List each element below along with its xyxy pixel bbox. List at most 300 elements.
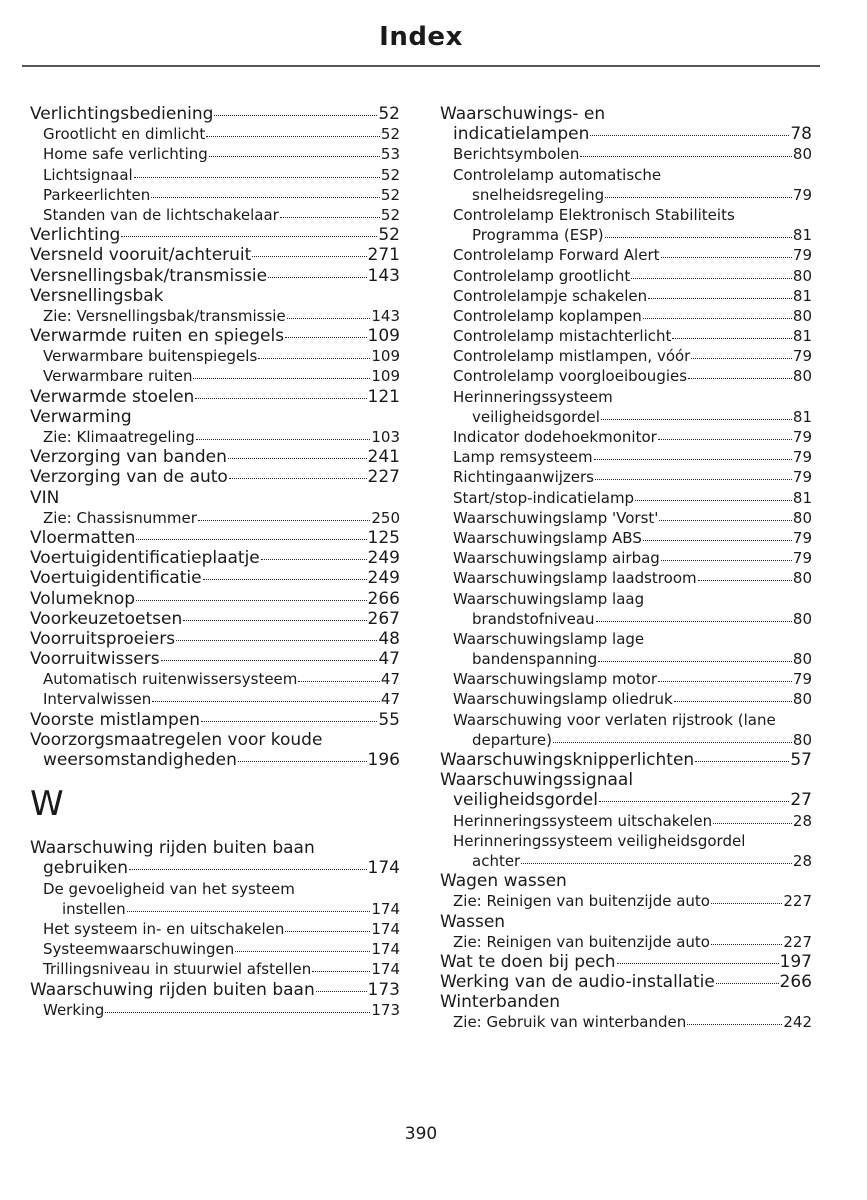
index-entry bbox=[440, 508, 812, 528]
dot-leader bbox=[228, 458, 367, 459]
index-entry bbox=[30, 609, 400, 629]
index-entry bbox=[440, 609, 812, 629]
dot-leader bbox=[105, 1012, 370, 1013]
index-entry-term: Versnellingsbak/transmissie bbox=[30, 265, 268, 286]
index-entry-term: Verwarmbare ruiten bbox=[43, 367, 193, 386]
index-entry bbox=[30, 366, 400, 386]
index-entry-term: Waarschuwingslamp 'Vorst' bbox=[453, 508, 659, 527]
index-entry-term: Controlelamp mistachterlicht bbox=[453, 327, 672, 346]
index-entry-term: Zie: Reinigen van buitenzijde auto bbox=[453, 932, 710, 951]
index-entry bbox=[440, 286, 812, 306]
index-entry-page: 109 bbox=[367, 326, 400, 347]
index-entry-page: 81 bbox=[792, 286, 812, 305]
index-entry bbox=[30, 879, 400, 899]
index-entry bbox=[440, 346, 812, 366]
index-entry-page: 47 bbox=[380, 690, 400, 709]
index-entry-term: Voertuigidentificatie bbox=[30, 568, 202, 589]
index-entry-term: Controlelamp mistlampen, vóór bbox=[453, 347, 691, 366]
index-entry-term: Controlelamp grootlicht bbox=[453, 266, 631, 285]
index-entry-term: Waarschuwingslamp ABS bbox=[453, 528, 642, 547]
index-entry-term: Verwarmbare buitenspiegels bbox=[43, 347, 258, 366]
index-entry-page: 80 bbox=[792, 609, 812, 628]
index-entry bbox=[440, 427, 812, 447]
index-entry-term: Indicator dodehoekmonitor bbox=[453, 428, 657, 446]
dot-leader bbox=[152, 701, 380, 702]
index-entry-term: brandstofniveau bbox=[472, 609, 595, 628]
index-entry-term: Voorste mistlampen bbox=[30, 709, 201, 730]
index-entry-term: indicatielampen bbox=[453, 124, 590, 145]
index-entry-term: Waarschuwingslamp lage bbox=[453, 629, 645, 648]
index-entry-term: Waarschuwingsknipperlichten bbox=[440, 750, 695, 770]
index-entry bbox=[440, 992, 812, 1012]
dot-leader bbox=[193, 378, 370, 379]
index-entry-page: 52 bbox=[380, 205, 400, 224]
index-entry bbox=[440, 144, 812, 164]
index-entry-page: 79 bbox=[792, 528, 812, 547]
index-entry-term: Controlelamp voorgloeibougies bbox=[453, 367, 688, 386]
index-entry-page: 81 bbox=[792, 488, 812, 507]
index-entry-term: Versnellingsbak bbox=[30, 285, 164, 306]
index-entry-page: 81 bbox=[792, 407, 812, 426]
index-entry bbox=[30, 689, 400, 709]
index-entry-page: 249 bbox=[367, 568, 400, 589]
dot-leader bbox=[203, 579, 367, 580]
index-entry bbox=[30, 326, 400, 346]
dot-leader bbox=[631, 278, 792, 279]
index-entry bbox=[30, 589, 400, 609]
index-entry bbox=[440, 528, 812, 548]
index-entry bbox=[30, 750, 400, 770]
index-entry-page: 52 bbox=[378, 225, 400, 246]
index-entry bbox=[440, 568, 812, 588]
index-entry-term: Trillingsniveau in stuurwiel afstellen bbox=[43, 960, 312, 979]
index-entry bbox=[440, 589, 812, 609]
index-entry bbox=[440, 891, 812, 911]
index-entry-page: 80 bbox=[792, 145, 812, 164]
index-entry-page: 197 bbox=[779, 951, 812, 972]
dot-leader bbox=[312, 971, 370, 972]
dot-leader bbox=[713, 823, 792, 824]
index-entry-term: Verwarmde stoelen bbox=[30, 386, 195, 407]
dot-leader bbox=[161, 660, 378, 661]
index-entry-page: 174 bbox=[371, 919, 400, 938]
index-entry bbox=[440, 185, 812, 205]
index-entry-page: 52 bbox=[380, 165, 400, 184]
index-entry bbox=[440, 387, 812, 407]
index-entry-page: 271 bbox=[367, 245, 400, 266]
dot-leader bbox=[316, 991, 367, 992]
index-entry-page: 227 bbox=[783, 932, 812, 951]
index-entry-page: 266 bbox=[367, 588, 400, 609]
index-entry-term: Controlelamp Forward Alert bbox=[453, 246, 660, 265]
dot-leader bbox=[580, 156, 792, 157]
index-entry bbox=[30, 649, 400, 669]
index-entry bbox=[440, 649, 812, 669]
index-entry bbox=[30, 185, 400, 205]
dot-leader bbox=[672, 338, 792, 339]
index-entry-term: Wassen bbox=[440, 911, 506, 932]
index-entry-page: 174 bbox=[371, 899, 400, 918]
index-entry-term: Waarschuwings- en bbox=[440, 104, 606, 124]
index-entry-page: 53 bbox=[380, 145, 400, 164]
index-entry-page: 80 bbox=[792, 690, 812, 709]
dot-leader bbox=[596, 621, 792, 622]
index-entry-page: 143 bbox=[371, 306, 400, 325]
index-entry-term: Lamp remsysteem bbox=[453, 448, 593, 467]
dot-leader bbox=[176, 640, 377, 641]
index-entry bbox=[440, 912, 812, 932]
index-entry-page: 57 bbox=[790, 750, 812, 770]
index-entry-term: Waarschuwingssignaal bbox=[440, 770, 634, 791]
index-entry-term: Waarschuwingslamp motor bbox=[453, 670, 658, 689]
index-entry-term: Grootlicht en dimlicht bbox=[43, 125, 206, 144]
index-entry-term: VIN bbox=[30, 487, 60, 508]
index-entry-term: gebruiken bbox=[43, 858, 128, 879]
index-entry bbox=[30, 1000, 400, 1020]
index-entry-term: Waarschuwing rijden buiten baan bbox=[30, 838, 315, 859]
index-entry-term: Waarschuwingslamp oliedruk bbox=[453, 690, 673, 709]
index-entry bbox=[440, 104, 812, 124]
dot-leader bbox=[235, 951, 370, 952]
index-entry-page: 266 bbox=[779, 972, 812, 993]
dot-leader bbox=[183, 620, 366, 621]
index-entry bbox=[30, 245, 400, 265]
dot-leader bbox=[129, 869, 367, 870]
dot-leader bbox=[206, 136, 380, 137]
index-entry bbox=[440, 831, 812, 851]
index-entry-term: Zie: Chassisnummer bbox=[43, 508, 197, 527]
page-header-title: Index bbox=[379, 22, 463, 52]
dot-leader bbox=[695, 761, 789, 762]
index-entry-page: 227 bbox=[367, 467, 400, 488]
dot-leader bbox=[605, 237, 792, 238]
dot-leader bbox=[121, 236, 377, 237]
dot-leader bbox=[127, 911, 371, 912]
dot-leader bbox=[643, 540, 792, 541]
index-entry bbox=[30, 165, 400, 185]
index-entry bbox=[440, 366, 812, 386]
index-entry-term: Verzorging van banden bbox=[30, 447, 227, 468]
index-entry-page: 79 bbox=[792, 347, 812, 366]
index-entry-term: Volumeknop bbox=[30, 588, 136, 609]
index-entry-term: Controlelampje schakelen bbox=[453, 286, 648, 305]
index-entry bbox=[30, 568, 400, 588]
index-entry bbox=[440, 932, 812, 952]
index-entry-term: Richtingaanwijzers bbox=[453, 468, 594, 487]
dot-leader bbox=[151, 197, 380, 198]
index-entry-page: 81 bbox=[792, 327, 812, 346]
index-entry bbox=[440, 266, 812, 286]
dot-leader bbox=[687, 1024, 782, 1025]
index-entry-page: 80 bbox=[792, 569, 812, 588]
page-number: 390 bbox=[404, 1124, 438, 1144]
index-column-right bbox=[440, 104, 812, 1033]
index-entry bbox=[440, 871, 812, 891]
dot-leader bbox=[198, 520, 370, 521]
index-entry-term: Standen van de lichtschakelaar bbox=[43, 205, 279, 224]
index-entry bbox=[440, 851, 812, 871]
index-entry bbox=[30, 980, 400, 1000]
index-entry-page: 241 bbox=[367, 447, 400, 468]
dot-leader bbox=[605, 197, 792, 198]
index-entry-page: 79 bbox=[792, 448, 812, 467]
index-entry bbox=[440, 1012, 812, 1032]
dot-leader bbox=[252, 256, 366, 257]
index-entry-term: Voertuigidentificatieplaatje bbox=[30, 548, 260, 569]
index-entry bbox=[30, 629, 400, 649]
index-entry bbox=[440, 326, 812, 346]
index-entry bbox=[440, 548, 812, 568]
index-entry bbox=[440, 629, 812, 649]
index-entry-page: 143 bbox=[367, 265, 400, 286]
index-entry bbox=[440, 730, 812, 750]
index-entry-term: Lichtsignaal bbox=[43, 165, 133, 184]
index-entry-page: 52 bbox=[380, 185, 400, 204]
index-entry-term: Zie: Gebruik van winterbanden bbox=[453, 1013, 687, 1032]
index-entry bbox=[30, 346, 400, 366]
index-entry bbox=[440, 205, 812, 225]
index-entry bbox=[30, 104, 400, 124]
index-entry bbox=[30, 124, 400, 144]
index-entry bbox=[30, 205, 400, 225]
index-entry bbox=[440, 467, 812, 487]
index-entry-page: 80 bbox=[792, 508, 812, 527]
index-entry bbox=[30, 286, 400, 306]
index-entry-page: 174 bbox=[371, 940, 400, 959]
index-entry bbox=[30, 407, 400, 427]
dot-leader bbox=[599, 801, 789, 802]
dot-leader bbox=[711, 903, 782, 904]
dot-leader bbox=[268, 277, 366, 278]
index-entry-term: Verlichting bbox=[30, 225, 121, 246]
dot-leader bbox=[134, 177, 380, 178]
dot-leader bbox=[285, 337, 366, 338]
index-entry bbox=[440, 770, 812, 790]
index-entry-term: Automatisch ruitenwissersysteem bbox=[43, 670, 298, 689]
index-entry-term: Zie: Klimaatregeling bbox=[43, 428, 195, 446]
dot-leader bbox=[258, 358, 370, 359]
dot-leader bbox=[658, 439, 792, 440]
index-entry-page: 52 bbox=[380, 125, 400, 144]
index-entry-page: 79 bbox=[792, 428, 812, 446]
index-entry bbox=[440, 165, 812, 185]
index-entry-page: 125 bbox=[367, 527, 400, 548]
dot-leader bbox=[595, 479, 792, 480]
index-entry bbox=[30, 427, 400, 447]
index-entry-page: 48 bbox=[378, 628, 400, 649]
index-entry-term: Het systeem in- en uitschakelen bbox=[43, 919, 285, 938]
index-entry-term: Home safe verlichting bbox=[43, 145, 208, 164]
dot-leader bbox=[674, 701, 792, 702]
dot-leader bbox=[209, 156, 380, 157]
index-entry bbox=[440, 488, 812, 508]
dot-leader bbox=[287, 318, 371, 319]
index-entry-term: snelheidsregeling bbox=[472, 185, 605, 204]
dot-leader bbox=[661, 257, 792, 258]
index-entry-page: 80 bbox=[792, 266, 812, 285]
dot-leader bbox=[521, 863, 792, 864]
index-entry-term: departure) bbox=[472, 730, 552, 749]
index-entry-page: 27 bbox=[790, 790, 812, 811]
index-entry-page: 81 bbox=[792, 226, 812, 245]
index-entry-term: achter bbox=[472, 851, 521, 870]
index-entry bbox=[30, 488, 400, 508]
index-entry bbox=[30, 919, 400, 939]
index-entry bbox=[30, 710, 400, 730]
index-entry bbox=[440, 124, 812, 144]
index-entry-page: 103 bbox=[371, 428, 400, 446]
index-entry-term: Herinneringssysteem veiligheidsgordel bbox=[453, 831, 746, 850]
index-entry-page: 79 bbox=[792, 185, 812, 204]
index-entry-page: 173 bbox=[367, 979, 400, 1000]
index-entry-term: De gevoeligheid van het systeem bbox=[43, 879, 295, 898]
index-entry bbox=[440, 407, 812, 427]
index-entry bbox=[440, 225, 812, 245]
index-entry-term: Berichtsymbolen bbox=[453, 145, 580, 164]
dot-leader bbox=[661, 560, 792, 561]
dot-leader bbox=[658, 681, 792, 682]
index-entry-page: 109 bbox=[371, 347, 400, 366]
index-entry bbox=[440, 245, 812, 265]
index-entry bbox=[440, 669, 812, 689]
index-entry bbox=[30, 447, 400, 467]
index-entry-page: 79 bbox=[792, 468, 812, 487]
index-entry-term: Herinneringssysteem bbox=[453, 387, 613, 406]
index-entry bbox=[30, 669, 400, 689]
index-entry-term: Verlichtingsbediening bbox=[30, 104, 214, 124]
index-entry-page: 79 bbox=[792, 246, 812, 265]
index-entry bbox=[30, 959, 400, 979]
index-entry bbox=[30, 899, 400, 919]
index-entry bbox=[30, 508, 400, 528]
index-entry-page: 174 bbox=[367, 858, 400, 879]
dot-leader bbox=[136, 600, 367, 601]
index-entry-page: 249 bbox=[367, 548, 400, 569]
dot-leader bbox=[643, 318, 792, 319]
dot-leader bbox=[136, 539, 366, 540]
index-entry-page: 80 bbox=[792, 730, 812, 749]
index-entry-page: 242 bbox=[783, 1013, 812, 1032]
index-entry bbox=[440, 972, 812, 992]
dot-leader bbox=[229, 478, 367, 479]
index-entry-page: 196 bbox=[367, 750, 400, 770]
index-entry-term: Voorzorgsmaatregelen voor koude bbox=[30, 729, 323, 750]
dot-leader bbox=[601, 419, 792, 420]
index-entry bbox=[30, 730, 400, 750]
index-entry-term: Verzorging van de auto bbox=[30, 467, 228, 488]
index-entry bbox=[440, 811, 812, 831]
index-entry-term: Waarschuwing voor verlaten rijstrook (lane bbox=[453, 710, 776, 729]
dot-leader bbox=[698, 580, 792, 581]
index-entry bbox=[30, 266, 400, 286]
dot-leader bbox=[691, 358, 792, 359]
index-entry-page: 121 bbox=[367, 386, 400, 407]
index-entry-term: Vloermatten bbox=[30, 527, 136, 548]
index-entry-term: weersomstandigheden bbox=[43, 750, 237, 770]
index-entry-page: 28 bbox=[792, 851, 812, 870]
dot-leader bbox=[659, 520, 791, 521]
index-entry-term: Verwarming bbox=[30, 406, 132, 427]
index-entry-term: Parkeerlichten bbox=[43, 185, 151, 204]
index-entry-term: Waarschuwingslamp laag bbox=[453, 589, 645, 608]
index-entry bbox=[30, 387, 400, 407]
dot-leader bbox=[590, 135, 789, 136]
dot-leader bbox=[298, 681, 380, 682]
index-entry-page: 79 bbox=[792, 670, 812, 689]
index-entry-term: Programma (ESP) bbox=[472, 226, 604, 245]
index-entry-page: 267 bbox=[367, 608, 400, 629]
index-entry-page: 79 bbox=[792, 549, 812, 568]
dot-leader bbox=[716, 983, 779, 984]
index-entry-page: 52 bbox=[378, 104, 400, 124]
dot-leader bbox=[214, 115, 377, 116]
index-entry bbox=[440, 790, 812, 810]
index-entry-term: bandenspanning bbox=[472, 650, 598, 669]
dot-leader bbox=[635, 500, 792, 501]
index-entry-term: Wagen wassen bbox=[440, 871, 567, 892]
index-entry bbox=[440, 952, 812, 972]
index-entry-term: veiligheidsgordel bbox=[472, 407, 600, 426]
index-entry bbox=[30, 225, 400, 245]
index-entry bbox=[30, 548, 400, 568]
index-entry-page: 28 bbox=[792, 811, 812, 830]
dot-leader bbox=[285, 931, 370, 932]
index-entry-term: Controlelamp Elektronisch Stabiliteits bbox=[453, 205, 735, 224]
index-entry-term: Zie: Reinigen van buitenzijde auto bbox=[453, 892, 710, 911]
index-entry-term: veiligheidsgordel bbox=[453, 790, 598, 811]
index-entry bbox=[440, 447, 812, 467]
index-entry-term: Voorkeuzetoetsen bbox=[30, 608, 183, 629]
index-entry-term: Waarschuwingslamp laadstroom bbox=[453, 569, 697, 588]
dot-leader bbox=[196, 439, 371, 440]
index-entry-term: Waarschuwing rijden buiten baan bbox=[30, 979, 315, 1000]
index-entry-term: Controlelamp koplampen bbox=[453, 306, 642, 325]
index-letter-heading: W bbox=[30, 784, 64, 825]
index-entry-term: Intervalwissen bbox=[43, 690, 152, 709]
index-entry-term: Waarschuwingslamp airbag bbox=[453, 549, 660, 568]
index-entry-term: instellen bbox=[62, 899, 126, 918]
dot-leader bbox=[238, 761, 367, 762]
index-entry-page: 227 bbox=[783, 892, 812, 911]
index-entry bbox=[30, 528, 400, 548]
index-entry bbox=[440, 689, 812, 709]
dot-leader bbox=[201, 721, 377, 722]
index-entry-term: Zie: Versnellingsbak/transmissie bbox=[43, 306, 286, 325]
index-entry-term: Herinneringssysteem uitschakelen bbox=[453, 811, 713, 830]
index-entry-page: 109 bbox=[371, 367, 400, 386]
index-entry-term: Start/stop-indicatielamp bbox=[453, 488, 635, 507]
index-entry-term: Winterbanden bbox=[440, 992, 561, 1013]
index-entry bbox=[440, 710, 812, 730]
dot-leader bbox=[711, 944, 782, 945]
index-entry bbox=[30, 306, 400, 326]
index-entry bbox=[30, 838, 400, 858]
index-entry-page: 80 bbox=[792, 306, 812, 325]
dot-leader bbox=[195, 398, 366, 399]
dot-leader bbox=[594, 459, 792, 460]
index-entry-page: 80 bbox=[792, 367, 812, 386]
index-entry-term: Werking bbox=[43, 1000, 105, 1019]
header-divider bbox=[22, 65, 820, 67]
index-entry-page: 174 bbox=[371, 960, 400, 979]
dot-leader bbox=[280, 217, 380, 218]
index-entry-page: 47 bbox=[378, 649, 400, 670]
index-entry-page: 47 bbox=[380, 670, 400, 689]
index-entry-term: Verwarmde ruiten en spiegels bbox=[30, 326, 285, 347]
index-entry bbox=[30, 467, 400, 487]
dot-leader bbox=[648, 298, 792, 299]
dot-leader bbox=[688, 378, 792, 379]
